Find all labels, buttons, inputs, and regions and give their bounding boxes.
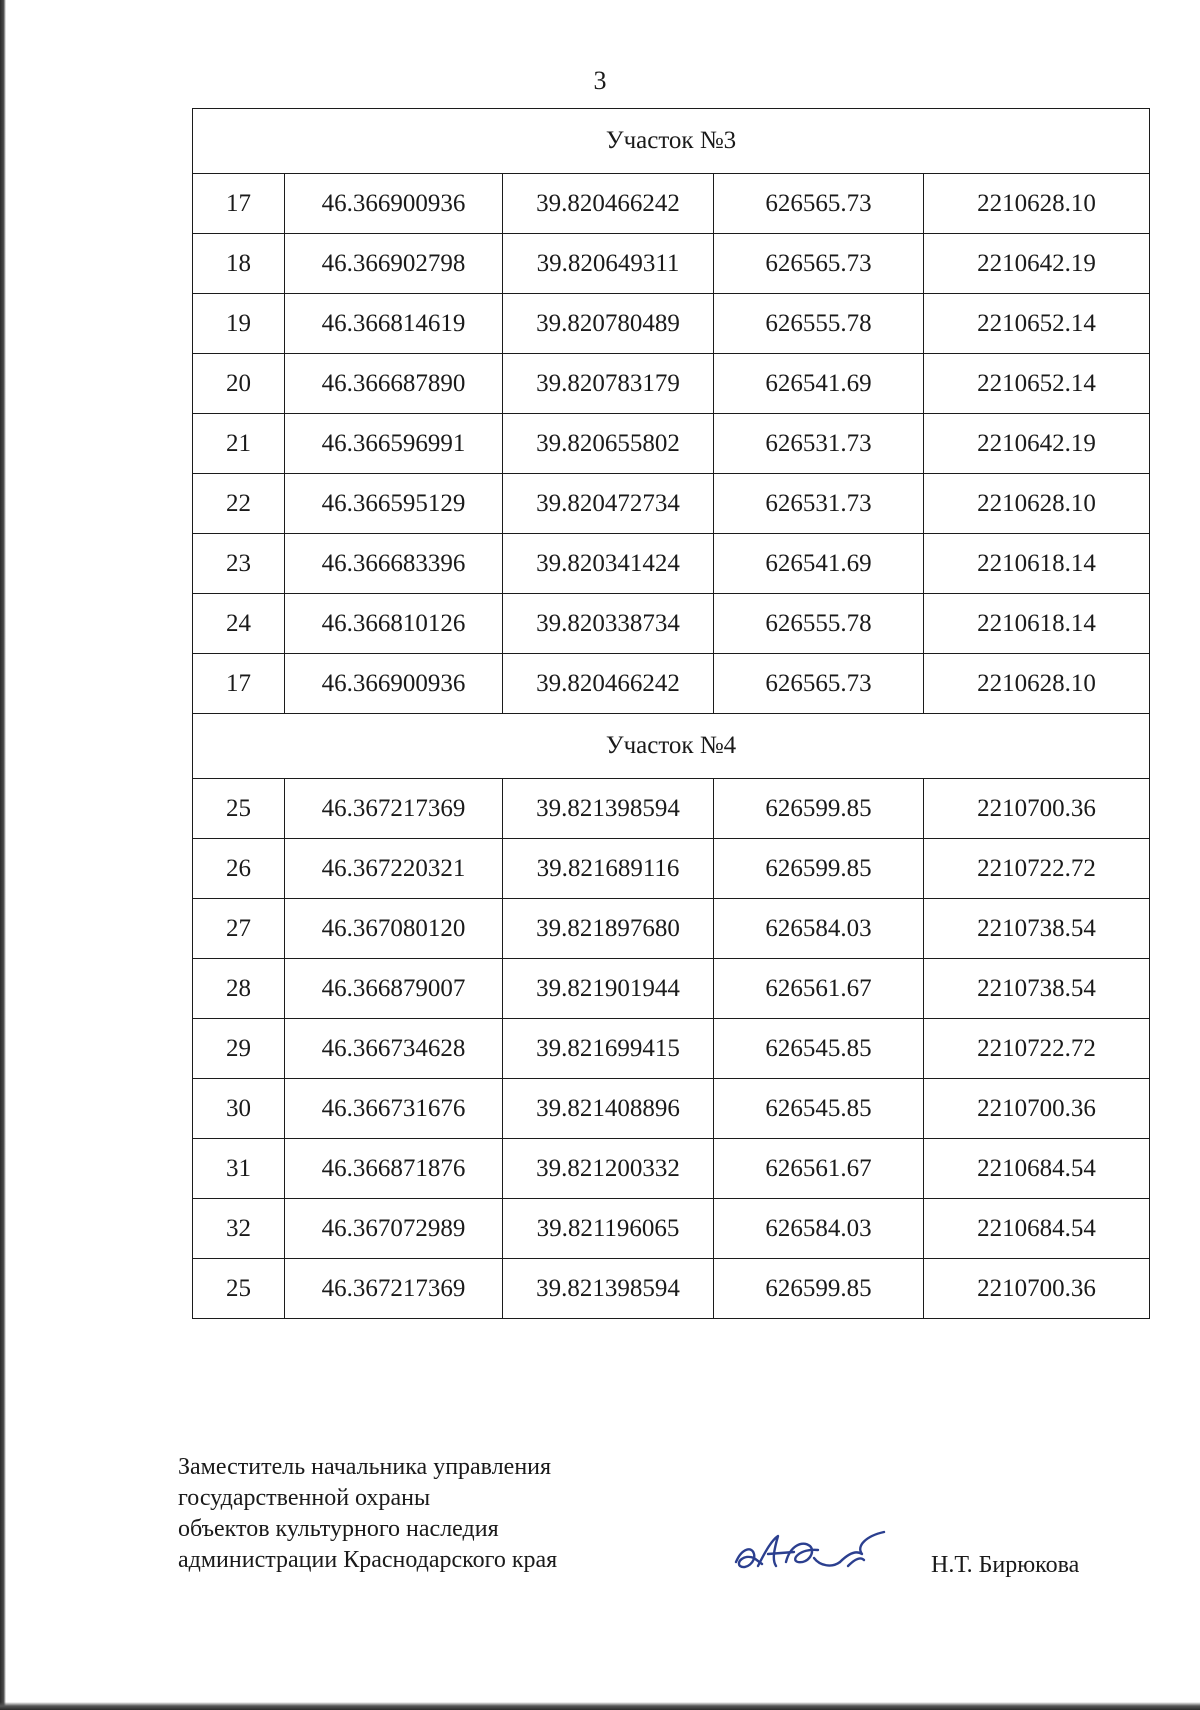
longitude-cell: 39.821398594	[503, 779, 714, 839]
x-coordinate-cell: 626599.85	[714, 779, 924, 839]
x-coordinate-cell: 626531.73	[714, 474, 924, 534]
table-row	[193, 899, 1150, 959]
point-number-cell: 22	[193, 474, 285, 534]
point-number-cell: 17	[193, 654, 285, 714]
point-number-cell: 21	[193, 414, 285, 474]
point-number-cell: 31	[193, 1139, 285, 1199]
longitude-cell: 39.820341424	[503, 534, 714, 594]
table-row	[193, 234, 1150, 294]
point-number-cell: 24	[193, 594, 285, 654]
latitude-cell: 46.366900936	[285, 654, 503, 714]
x-coordinate-cell: 626565.73	[714, 234, 924, 294]
longitude-cell: 39.821398594	[503, 1259, 714, 1319]
latitude-cell: 46.366814619	[285, 294, 503, 354]
y-coordinate-cell: 2210628.10	[924, 474, 1150, 534]
signature-position-block	[178, 1452, 557, 1576]
x-coordinate-cell: 626565.73	[714, 174, 924, 234]
table-row	[193, 414, 1150, 474]
x-coordinate-cell: 626555.78	[714, 294, 924, 354]
page-number: 3	[593, 66, 607, 95]
latitude-cell: 46.367080120	[285, 899, 503, 959]
point-number-cell: 26	[193, 839, 285, 899]
point-number-cell: 25	[193, 1259, 285, 1319]
longitude-cell: 39.821901944	[503, 959, 714, 1019]
latitude-cell: 46.366683396	[285, 534, 503, 594]
x-coordinate-cell: 626541.69	[714, 354, 924, 414]
longitude-cell: 39.820472734	[503, 474, 714, 534]
table-row	[193, 294, 1150, 354]
y-coordinate-cell: 2210652.14	[924, 294, 1150, 354]
y-coordinate-cell: 2210628.10	[924, 654, 1150, 714]
longitude-cell: 39.820655802	[503, 414, 714, 474]
y-coordinate-cell: 2210684.54	[924, 1139, 1150, 1199]
x-coordinate-cell: 626545.85	[714, 1079, 924, 1139]
x-coordinate-cell: 626599.85	[714, 839, 924, 899]
latitude-cell: 46.366596991	[285, 414, 503, 474]
longitude-cell: 39.820466242	[503, 174, 714, 234]
latitude-cell: 46.366731676	[285, 1079, 503, 1139]
x-coordinate-cell: 626545.85	[714, 1019, 924, 1079]
longitude-cell: 39.820466242	[503, 654, 714, 714]
x-coordinate-cell: 626565.73	[714, 654, 924, 714]
point-number-cell: 30	[193, 1079, 285, 1139]
y-coordinate-cell: 2210618.14	[924, 534, 1150, 594]
position-line: объектов культурного наследия	[178, 1516, 499, 1542]
latitude-cell: 46.367072989	[285, 1199, 503, 1259]
y-coordinate-cell: 2210722.72	[924, 1019, 1150, 1079]
longitude-cell: 39.821689116	[503, 839, 714, 899]
table-row	[193, 839, 1150, 899]
table-row	[193, 1139, 1150, 1199]
latitude-cell: 46.366871876	[285, 1139, 503, 1199]
table-row	[193, 354, 1150, 414]
latitude-cell: 46.367217369	[285, 1259, 503, 1319]
point-number-cell: 18	[193, 234, 285, 294]
y-coordinate-cell: 2210722.72	[924, 839, 1150, 899]
longitude-cell: 39.821897680	[503, 899, 714, 959]
section-title: Участок №3	[193, 109, 1150, 174]
y-coordinate-cell: 2210628.10	[924, 174, 1150, 234]
x-coordinate-cell: 626584.03	[714, 1199, 924, 1259]
table-row	[193, 174, 1150, 234]
section-header-row	[193, 714, 1150, 779]
point-number-cell: 20	[193, 354, 285, 414]
x-coordinate-cell: 626541.69	[714, 534, 924, 594]
latitude-cell: 46.367220321	[285, 839, 503, 899]
signer-name: Н.Т. Бирюкова	[931, 1552, 1080, 1578]
position-line: государственной охраны	[178, 1485, 431, 1511]
y-coordinate-cell: 2210738.54	[924, 959, 1150, 1019]
longitude-cell: 39.820780489	[503, 294, 714, 354]
y-coordinate-cell: 2210700.36	[924, 1259, 1150, 1319]
point-number-cell: 25	[193, 779, 285, 839]
coordinates-table-body	[193, 109, 1150, 1319]
y-coordinate-cell: 2210618.14	[924, 594, 1150, 654]
table-row	[193, 654, 1150, 714]
position-line: Заместитель начальника управления	[178, 1454, 552, 1480]
latitude-cell: 46.366900936	[285, 174, 503, 234]
latitude-cell: 46.366734628	[285, 1019, 503, 1079]
y-coordinate-cell: 2210684.54	[924, 1199, 1150, 1259]
y-coordinate-cell: 2210652.14	[924, 354, 1150, 414]
table-row	[193, 959, 1150, 1019]
x-coordinate-cell: 626584.03	[714, 899, 924, 959]
table-row	[193, 1199, 1150, 1259]
coordinates-table	[192, 108, 1150, 1319]
point-number-cell: 19	[193, 294, 285, 354]
latitude-cell: 46.366687890	[285, 354, 503, 414]
point-number-cell: 27	[193, 899, 285, 959]
table-row	[193, 474, 1150, 534]
handwritten-signature	[728, 1510, 898, 1590]
longitude-cell: 39.821408896	[503, 1079, 714, 1139]
longitude-cell: 39.821196065	[503, 1199, 714, 1259]
longitude-cell: 39.820783179	[503, 354, 714, 414]
y-coordinate-cell: 2210642.19	[924, 414, 1150, 474]
scan-bottom-edge	[0, 1702, 1200, 1710]
x-coordinate-cell: 626561.67	[714, 1139, 924, 1199]
x-coordinate-cell: 626531.73	[714, 414, 924, 474]
x-coordinate-cell: 626599.85	[714, 1259, 924, 1319]
point-number-cell: 32	[193, 1199, 285, 1259]
latitude-cell: 46.367217369	[285, 779, 503, 839]
longitude-cell: 39.820338734	[503, 594, 714, 654]
position-line: администрации Краснодарского края	[178, 1547, 558, 1573]
y-coordinate-cell: 2210738.54	[924, 899, 1150, 959]
longitude-cell: 39.820649311	[503, 234, 714, 294]
y-coordinate-cell: 2210700.36	[924, 779, 1150, 839]
latitude-cell: 46.366595129	[285, 474, 503, 534]
y-coordinate-cell: 2210642.19	[924, 234, 1150, 294]
x-coordinate-cell: 626555.78	[714, 594, 924, 654]
table-row	[193, 1019, 1150, 1079]
latitude-cell: 46.366810126	[285, 594, 503, 654]
point-number-cell: 23	[193, 534, 285, 594]
longitude-cell: 39.821699415	[503, 1019, 714, 1079]
table-row	[193, 1079, 1150, 1139]
scan-left-edge	[0, 0, 6, 1710]
point-number-cell: 17	[193, 174, 285, 234]
x-coordinate-cell: 626561.67	[714, 959, 924, 1019]
section-title: Участок №4	[193, 714, 1150, 779]
section-header-row	[193, 109, 1150, 174]
point-number-cell: 28	[193, 959, 285, 1019]
table-row	[193, 779, 1150, 839]
longitude-cell: 39.821200332	[503, 1139, 714, 1199]
y-coordinate-cell: 2210700.36	[924, 1079, 1150, 1139]
table-row	[193, 594, 1150, 654]
latitude-cell: 46.366879007	[285, 959, 503, 1019]
latitude-cell: 46.366902798	[285, 234, 503, 294]
point-number-cell: 29	[193, 1019, 285, 1079]
table-row	[193, 1259, 1150, 1319]
table-row	[193, 534, 1150, 594]
